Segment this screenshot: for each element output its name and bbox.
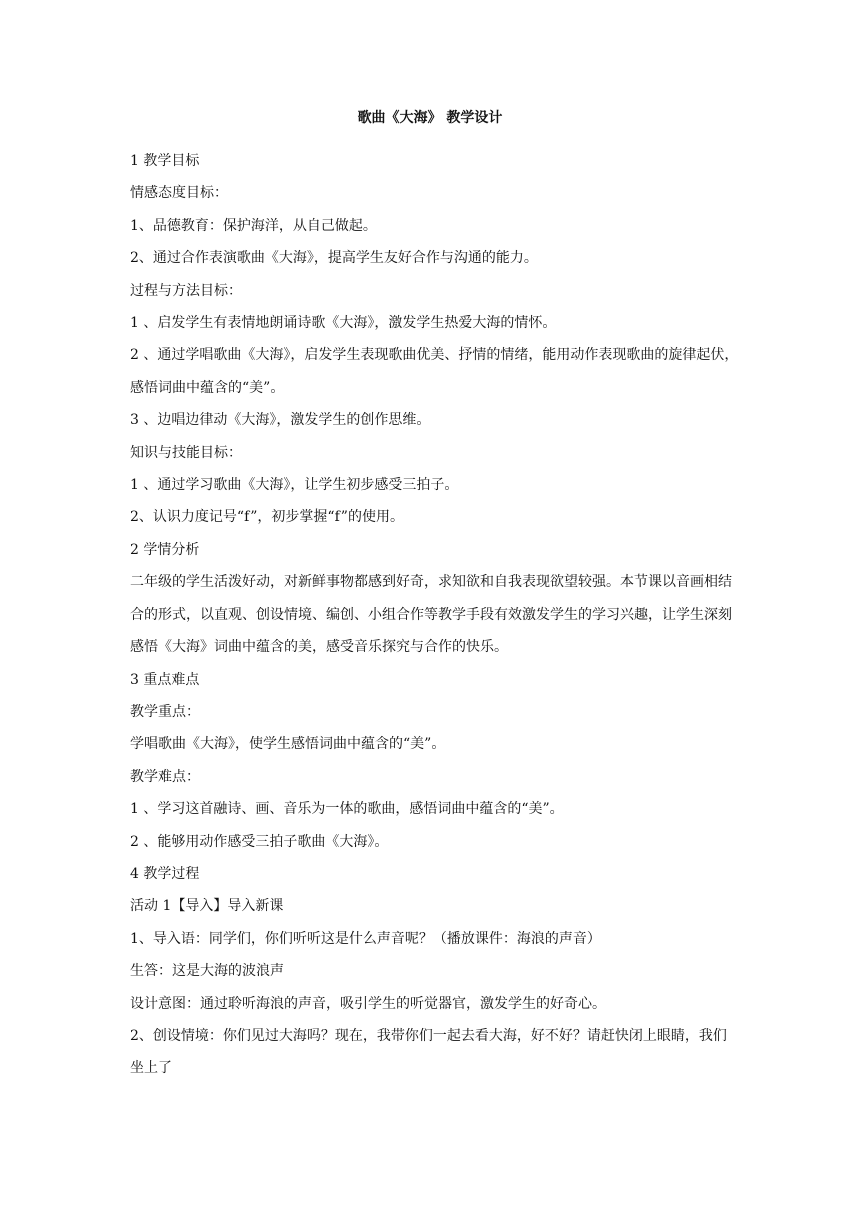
paragraph: 1、导入语：同学们，你们听听这是什么声音呢？（播放课件：海浪的声音）	[130, 930, 601, 947]
section-heading-process: 4 教学过程	[130, 865, 200, 882]
paragraph: 2、创设情境：你们见过大海吗？现在，我带你们一起去看大海，好不好？请赶快闭上眼睛，我们坐上了	[130, 1027, 727, 1077]
paragraph: 生答：这是大海的波浪声	[130, 963, 284, 980]
paragraph: 设计意图：通过聆听海浪的声音，吸引学生的听觉器官，激发学生的好奇心。	[130, 995, 606, 1012]
paragraph: 二年级的学生活泼好动，对新鲜事物都感到好奇，求知欲和自我表现欲望较强。本节课以音画相结合的形式，以直观、创设情境、编创、小组合作等教学手段有效激发学生的学习兴趣，让学生深刻感悟《大海》词曲中蕴含的美，感受音乐探究与合作的快乐。	[130, 574, 732, 656]
paragraph: 2 、能够用动作感受三拍子歌曲《大海》。	[130, 833, 389, 850]
subheading-difficulty: 教学难点：	[130, 768, 200, 785]
paragraph: 1、品德教育：保护海洋，从自己做起。	[130, 217, 377, 234]
paragraph: 2、认识力度记号“f”，初步掌握“f”的使用。	[130, 509, 404, 526]
section-heading-analysis: 2 学情分析	[130, 541, 200, 558]
subheading-process-goals: 过程与方法目标：	[130, 282, 242, 299]
document-body	[130, 145, 740, 1085]
paragraph: 学唱歌曲《大海》，使学生感悟词曲中蕴含的“美”。	[130, 736, 446, 753]
section-heading-key-points: 3 重点难点	[130, 671, 200, 688]
section-heading-objectives: 1 教学目标	[130, 153, 200, 169]
paragraph: 1 、通过学习歌曲《大海》，让学生初步感受三拍子。	[130, 477, 459, 494]
subheading-emotion-goals: 情感态度目标：	[130, 185, 228, 202]
paragraph: 1 、学习这首融诗、画、音乐为一体的歌曲，感悟词曲中蕴含的“美”。	[130, 801, 564, 818]
paragraph: 1 、启发学生有表情地朗诵诗歌《大海》，激发学生热爱大海的情怀。	[130, 315, 557, 332]
paragraph: 3 、边唱边律动《大海》，激发学生的创作思维。	[130, 412, 431, 429]
document-title: 歌曲《大海》 教学设计	[357, 110, 503, 126]
paragraph: 2、通过合作表演歌曲《大海》，提高学生友好合作与沟通的能力。	[130, 250, 538, 267]
activity-heading: 活动 1【导入】导入新课	[130, 898, 284, 915]
subheading-knowledge-goals: 知识与技能目标：	[130, 444, 242, 461]
subheading-key-point: 教学重点：	[130, 703, 200, 720]
paragraph: 2 、通过学唱歌曲《大海》，启发学生表现歌曲优美、抒情的情绪，能用动作表现歌曲的旋律起伏，感悟词曲中蕴含的“美”。	[130, 347, 739, 396]
